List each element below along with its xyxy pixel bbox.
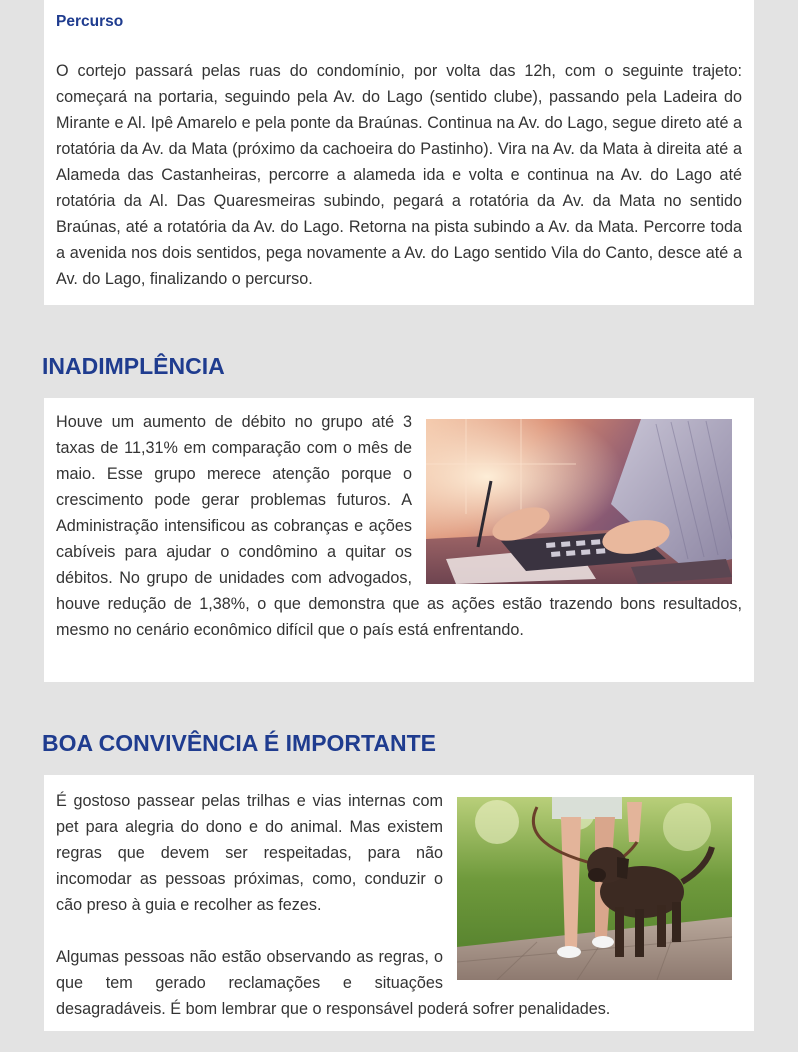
dog-walk-photo: [457, 797, 732, 980]
boa-convivencia-card: [44, 775, 754, 1031]
boa-convivencia-heading: BOA CONVIVÊNCIA É IMPORTANTE: [42, 730, 436, 756]
boa-convivencia-text-1: É gostoso passear pelas trilhas e vias internas com pet para alegria do dono e do animal. Mas existem regras que devem ser respeitadas, para não incomodar as pessoas próximas, como, conduzir o cão preso à guia e recolher as fezes.: [56, 792, 443, 914]
dog-walk-illustration: [457, 797, 732, 980]
inadimplencia-card: [44, 398, 754, 682]
percurso-card: [44, 0, 754, 305]
inadimplencia-heading: INADIMPLÊNCIA: [42, 353, 225, 379]
percurso-subheading: Percurso: [56, 13, 124, 30]
calculator-photo: [426, 419, 732, 584]
inadimplencia-text: Houve um aumento de débito no grupo até 3 taxas de 11,31% em comparação com o mês de maio. Esse grupo merece atenção porque o crescimento pode gerar problemas futuros. A Administração intensificou as cobranças e ações cabíveis para ajudar o condômino a quitar os débitos. No grupo de unidades com advogados, houve redução de 1,38%, o que demonstra que as ações estão trazendo bons resultados, mesmo no cenário econômico difícil que o país está enfrentando.: [56, 413, 742, 639]
percurso-text: O cortejo passará pelas ruas do condomínio, por volta das 12h, com o seguinte trajeto: começará na portaria, seguindo pela Av. do Lago (sentido clube), passando pela Ladeira do Mirante e Al. Ipê Amarelo e pela ponte da Braúnas. Continua na Av. do Lago, segue direto até a rotatória da Av. da Mata (próximo da cachoeira do Pastinho). Vira na Av. da Mata à direita até a Alameda das Castanheiras, percorre a alameda ida e volta e continua na Av. do Lago até rotatória da Al. Das Quaresmeiras subindo, pegará a rotatória da Av. da Mata no sentido Braúnas, até a rotatória da Av. do Lago. Retorna na pista subindo a Av. da Mata. Percorre toda a avenida nos dois sentidos, pega novamente a Av. do Lago sentido Vila do Canto, desce até a Av. do Lago, finalizando o percurso.: [56, 62, 742, 288]
calculator-illustration: [426, 419, 732, 584]
boa-convivencia-text-2: Algumas pessoas não estão observando as regras, o que tem gerado reclamações e situações desagradáveis. É bom lembrar que o responsável poderá sofrer penalidades.: [56, 948, 611, 1018]
